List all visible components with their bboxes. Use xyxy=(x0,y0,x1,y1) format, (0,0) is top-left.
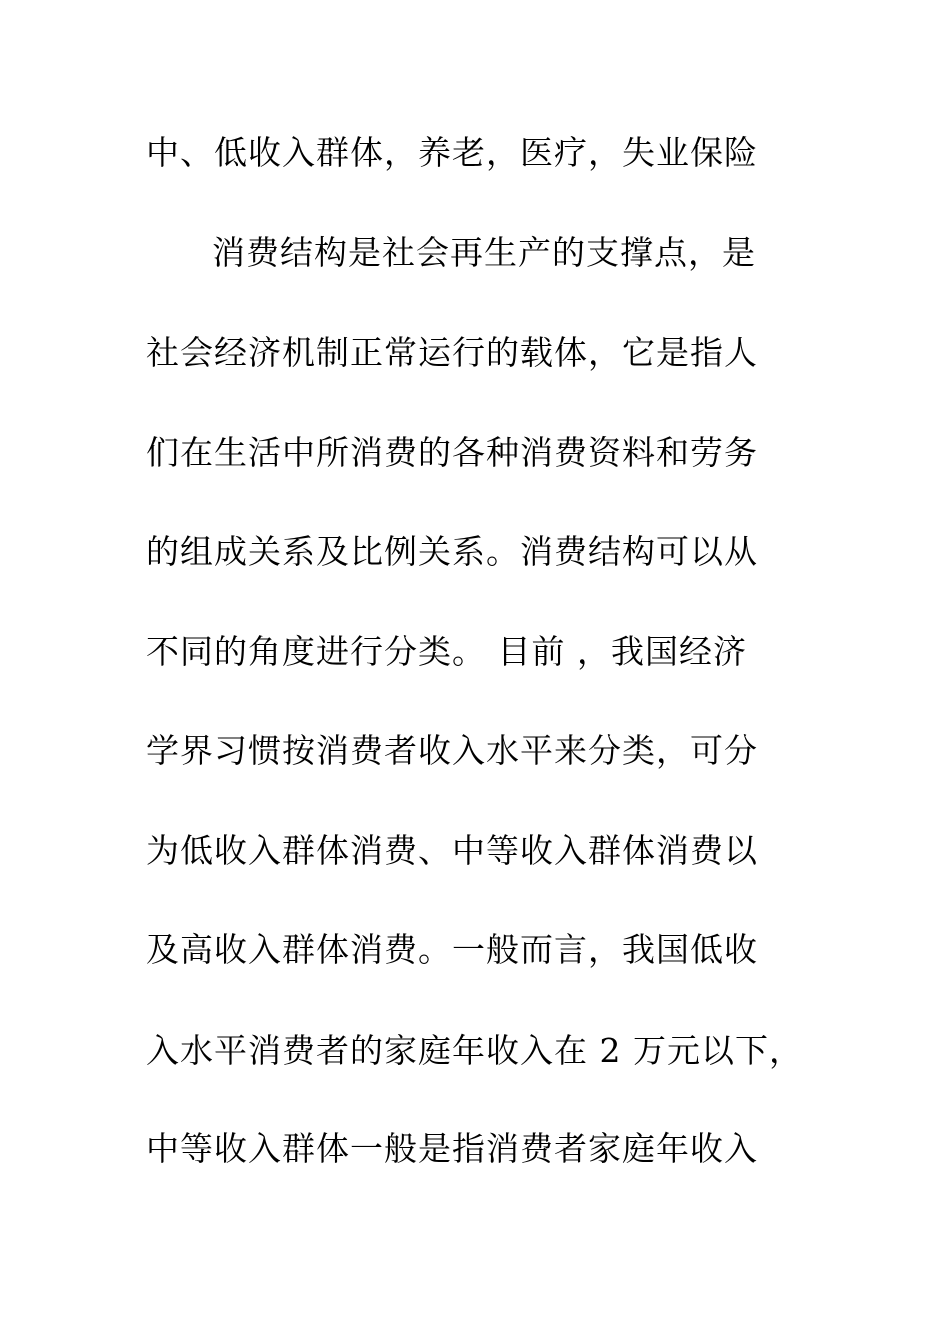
paragraph-line: 及高收入群体消费。一般而言，我国低收 xyxy=(146,930,758,969)
paragraph-line: 们在生活中所消费的各种消费资料和劳务 xyxy=(146,433,758,472)
paragraph-line: 社会经济机制正常运行的载体，它是指人 xyxy=(146,333,758,372)
paragraph-line: 入水平消费者的家庭年收入在 2 万元以下， xyxy=(146,1031,803,1070)
paragraph-line: 学界习惯按消费者收入水平来分类，可分 xyxy=(146,731,758,770)
paragraph-line: 中等收入群体一般是指消费者家庭年收入 xyxy=(146,1129,758,1168)
paragraph-line: 为低收入群体消费、中等收入群体消费以 xyxy=(146,831,758,870)
keywords-line: 中、低收入群体，养老，医疗，失业保险 xyxy=(146,133,758,172)
paragraph-line: 消费结构是社会再生产的支撑点，是 xyxy=(212,233,756,272)
paragraph-line: 不同的角度进行分类。 目前 ，我国经济 xyxy=(146,632,747,671)
paragraph-line: 的组成关系及比例关系。消费结构可以从 xyxy=(146,532,758,571)
